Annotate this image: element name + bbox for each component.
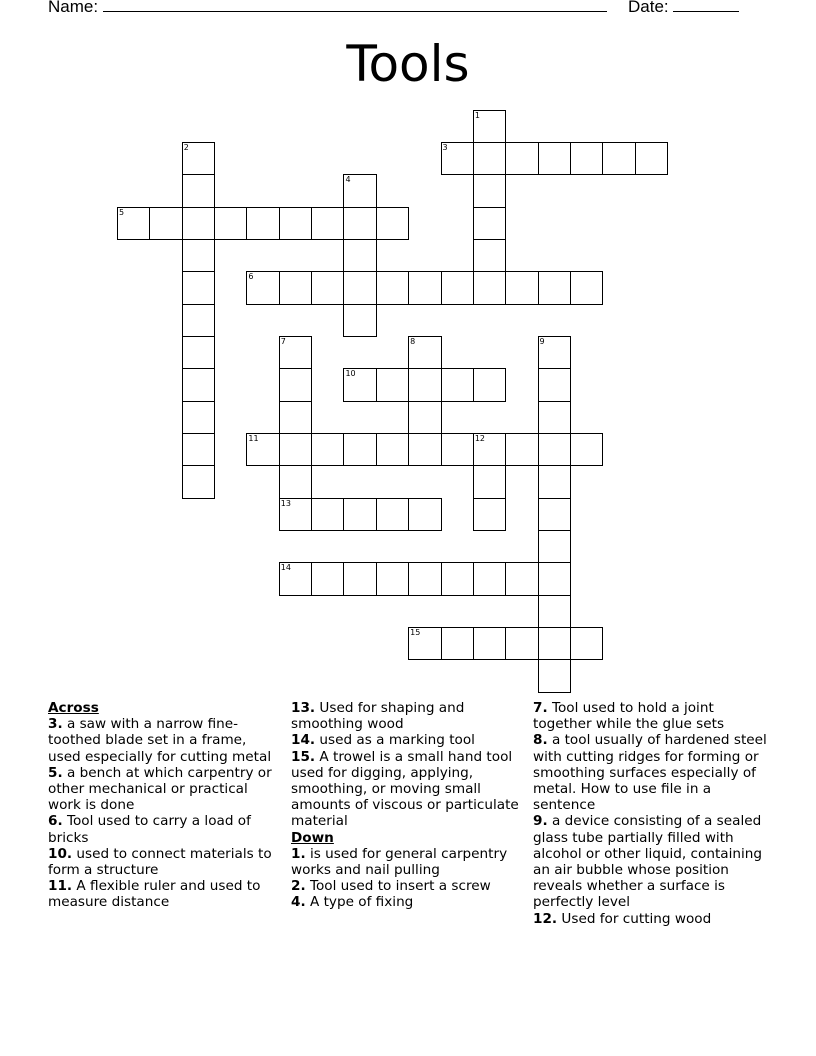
grid-cell[interactable]	[376, 498, 409, 531]
grid-cell[interactable]	[343, 207, 376, 240]
grid-cell[interactable]	[376, 271, 409, 304]
grid-cell[interactable]	[473, 627, 506, 660]
down-clue-4: 4. A type of fixing	[291, 894, 414, 911]
cell-number: 4	[345, 175, 351, 185]
name-label: Name:	[48, 0, 99, 16]
grid-cell[interactable]	[279, 207, 312, 240]
grid-cell[interactable]	[538, 336, 571, 369]
grid-cell[interactable]	[538, 562, 571, 595]
grid-cell[interactable]	[570, 271, 603, 304]
grid-cell[interactable]	[182, 142, 215, 175]
across-clue-11: 11. A flexible ruler and used to measure distance	[48, 878, 261, 911]
down-clue-9: 9. a device consisting of a sealed glass tube partially filled with alcohol or other liquid, containing an air bubble whose position reveals whether a surface is perfectly level	[533, 813, 763, 911]
grid-cell[interactable]	[182, 368, 215, 401]
grid-cell[interactable]	[182, 207, 215, 240]
grid-cell[interactable]	[505, 562, 538, 595]
grid-cell[interactable]	[473, 174, 506, 207]
grid-cell[interactable]	[182, 465, 215, 498]
grid-cell[interactable]	[182, 304, 215, 337]
grid-cell[interactable]	[538, 368, 571, 401]
grid-cell[interactable]	[279, 562, 312, 595]
cell-number: 9	[539, 336, 545, 346]
grid-cell[interactable]	[279, 401, 312, 434]
cell-number: 12	[474, 434, 486, 443]
grid-cell[interactable]	[246, 433, 279, 466]
across-clue-6: 6. Tool used to carry a load of bricks	[48, 813, 251, 846]
grid-cell[interactable]	[408, 562, 441, 595]
grid-cell[interactable]	[538, 530, 571, 563]
grid-cell[interactable]	[505, 271, 538, 304]
grid-cell[interactable]	[408, 433, 441, 466]
cell-number: 2	[183, 142, 189, 152]
grid-cell[interactable]	[473, 498, 506, 531]
grid-cell[interactable]	[538, 142, 571, 175]
grid-cell[interactable]	[505, 142, 538, 175]
down-clue-8: 8. a tool usually of hardened steel with cutting ridges for forming or smoothing surfaces especially of metal. How to use file in a sentence	[533, 732, 767, 814]
grid-cell[interactable]	[343, 562, 376, 595]
grid-cell[interactable]	[343, 174, 376, 207]
grid-cell[interactable]	[408, 271, 441, 304]
grid-cell[interactable]	[473, 368, 506, 401]
grid-cell[interactable]	[473, 239, 506, 272]
across-clue-13: 13. Used for shaping and smoothing wood	[291, 700, 465, 733]
grid-cell[interactable]	[311, 433, 344, 466]
grid-cell[interactable]	[473, 433, 506, 466]
grid-cell[interactable]	[602, 142, 635, 175]
grid-cell[interactable]	[182, 271, 215, 304]
grid-cell[interactable]	[570, 627, 603, 660]
grid-cell[interactable]	[246, 207, 279, 240]
grid-cell[interactable]	[279, 433, 312, 466]
grid-cell[interactable]	[441, 142, 474, 175]
across-clue-14: 14. used as a marking tool	[291, 732, 475, 749]
grid-cell[interactable]	[343, 271, 376, 304]
grid-cell[interactable]	[182, 174, 215, 207]
cell-number: 14	[280, 563, 291, 573]
grid-cell[interactable]	[538, 659, 571, 692]
cell-number: 5	[119, 207, 125, 217]
grid-cell[interactable]	[441, 627, 474, 660]
grid-cell[interactable]	[538, 433, 571, 466]
grid-cell[interactable]	[311, 207, 344, 240]
grid-cell[interactable]	[376, 562, 409, 595]
cell-number: 6	[248, 272, 254, 282]
grid-cell[interactable]	[117, 207, 150, 240]
cell-number: 1	[474, 110, 480, 120]
across-clue-3: 3. a saw with a narrow fine-toothed blade set in a frame, used especially for cutting metal	[48, 716, 272, 765]
clues-column-2	[291, 700, 527, 911]
grid-cell[interactable]	[473, 207, 506, 240]
cell-number: 8	[410, 336, 416, 346]
grid-cell[interactable]	[343, 368, 376, 401]
grid-cell[interactable]	[441, 271, 474, 304]
grid-cell[interactable]	[279, 498, 312, 531]
grid-cell[interactable]	[473, 562, 506, 595]
grid-cell[interactable]	[376, 433, 409, 466]
page-title: Tools	[346, 35, 470, 93]
date-label: Date:	[628, 0, 669, 16]
grid-cell[interactable]	[376, 207, 409, 240]
grid-cell[interactable]	[182, 433, 215, 466]
grid-cell[interactable]	[343, 304, 376, 337]
grid-cell[interactable]	[408, 627, 441, 660]
grid-cell[interactable]	[538, 627, 571, 660]
grid-cell[interactable]	[408, 401, 441, 434]
grid-cell[interactable]	[473, 110, 506, 143]
down-clue-1: 1. is used for general carpentry works and nail pulling	[291, 845, 508, 879]
grid-cell[interactable]	[279, 368, 312, 401]
grid-cell[interactable]	[538, 498, 571, 531]
cell-number: 13	[280, 498, 291, 508]
clues-column-1	[48, 700, 280, 911]
grid-cell[interactable]	[538, 401, 571, 434]
grid-cell[interactable]	[149, 207, 182, 240]
cell-number: 10	[345, 369, 356, 379]
cell-number: 11	[248, 434, 259, 443]
down-clue-7: 7. Tool used to hold a joint together while the glue sets	[533, 700, 725, 733]
grid-cell[interactable]	[279, 465, 312, 498]
grid-cell[interactable]	[441, 433, 474, 466]
grid-cell[interactable]	[311, 271, 344, 304]
grid-cell[interactable]	[441, 562, 474, 595]
grid-cell[interactable]	[343, 239, 376, 272]
grid-cell[interactable]	[182, 239, 215, 272]
grid-cell[interactable]	[279, 271, 312, 304]
across-clue-15: 15. A trowel is a small hand tool used for digging, applying, smoothing, or moving small amounts of viscous or particulate material	[291, 748, 519, 830]
clues-column-3	[533, 700, 773, 927]
down-heading: Down	[291, 829, 334, 846]
grid-cell[interactable]	[214, 207, 247, 240]
grid-cell[interactable]	[408, 368, 441, 401]
grid-cell[interactable]	[408, 498, 441, 531]
across-clue-10: 10. used to connect materials to form a structure	[48, 845, 272, 879]
cell-number: 3	[442, 142, 448, 152]
grid-cell[interactable]	[182, 336, 215, 369]
grid-cell[interactable]	[343, 433, 376, 466]
grid-cell[interactable]	[473, 271, 506, 304]
grid-cell[interactable]	[279, 336, 312, 369]
grid-cell[interactable]	[538, 271, 571, 304]
down-clue-2: 2. Tool used to insert a screw	[291, 878, 491, 895]
down-clue-12: 12. Used for cutting wood	[533, 910, 712, 927]
grid-cell[interactable]	[538, 465, 571, 498]
cell-number: 7	[280, 336, 286, 346]
across-clue-5: 5. a bench at which carpentry or other mechanical or practical work is done	[48, 764, 272, 814]
grid-cell[interactable]	[343, 498, 376, 531]
grid-cell[interactable]	[635, 142, 668, 175]
grid-cell[interactable]	[570, 142, 603, 175]
grid-cell[interactable]	[570, 433, 603, 466]
grid-cell[interactable]	[311, 498, 344, 531]
grid-cell[interactable]	[473, 465, 506, 498]
grid-cell[interactable]	[246, 271, 279, 304]
grid-cell[interactable]	[505, 627, 538, 660]
grid-cell[interactable]	[408, 336, 441, 369]
grid-cell[interactable]	[182, 401, 215, 434]
grid-cell[interactable]	[538, 595, 571, 628]
cell-number: 15	[410, 628, 421, 638]
grid-cell[interactable]	[505, 433, 538, 466]
grid-cell[interactable]	[311, 562, 344, 595]
grid-cell[interactable]	[376, 368, 409, 401]
grid-cell[interactable]	[441, 368, 474, 401]
grid-cell[interactable]	[473, 142, 506, 175]
across-heading: Across	[48, 700, 99, 716]
